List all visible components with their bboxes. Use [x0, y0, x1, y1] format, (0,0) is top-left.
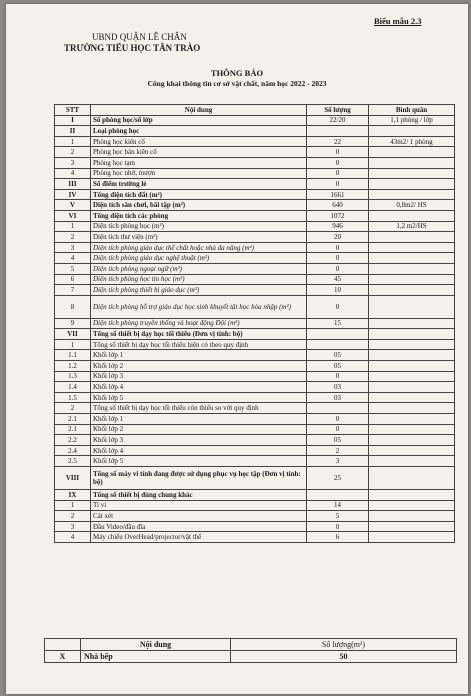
row-stt: VI — [55, 210, 91, 221]
row-content: Diện tích thư viện (m²) — [91, 232, 307, 243]
row-content: Diện tích phòng hỗ trợ giáo dục học sinh khuyết tật học hòa nhập (m²) — [91, 295, 307, 318]
row-stt: IV — [55, 189, 91, 200]
row-average: 1,1 phòng / lớp — [369, 115, 455, 126]
table-row — [55, 371, 455, 382]
row-quantity: 0 — [307, 253, 369, 264]
row-stt: 2 — [55, 403, 91, 414]
row-average — [369, 414, 455, 425]
table-row — [55, 179, 455, 190]
row-content: Khối lớp 2 — [91, 424, 307, 435]
table-row — [55, 414, 455, 425]
table-row — [55, 221, 455, 232]
row-stt: VII — [55, 329, 91, 340]
row-stt: 1.1 — [55, 350, 91, 361]
row-content: Diện tích phòng học tin học (m²) — [91, 274, 307, 285]
table-row — [55, 285, 455, 296]
table-row — [55, 210, 455, 221]
row-quantity: 0 — [307, 179, 369, 190]
row-quantity: 22/20 — [307, 115, 369, 126]
row-content: Khối lớp 3 — [91, 435, 307, 446]
col-header-qty: Số lượng — [307, 105, 369, 116]
table-row — [55, 435, 455, 446]
row-stt: 6 — [55, 274, 91, 285]
row-quantity — [307, 329, 369, 340]
row-content: Tổng diện tích các phòng — [91, 210, 307, 221]
row-stt: 1 — [55, 500, 91, 511]
row-quantity: 05 — [307, 350, 369, 361]
school-name: TRƯỜNG TIỂU HỌC TÂN TRÀO — [64, 43, 201, 53]
row-average — [369, 467, 455, 490]
row-content: Khối lớp 3 — [91, 371, 307, 382]
table2-header-stt — [45, 639, 81, 651]
row-quantity: 22 — [307, 136, 369, 147]
row-average — [369, 350, 455, 361]
row-average — [369, 295, 455, 318]
row-stt: 1 — [55, 339, 91, 350]
row-quantity: 1661 — [307, 189, 369, 200]
row-average — [369, 403, 455, 414]
row-quantity: 0 — [307, 521, 369, 532]
row-average — [369, 371, 455, 382]
row-content: Tổng số thiết bị dạy học tối thiểu còn thiếu so với quy định — [91, 403, 307, 414]
row-stt: 5 — [55, 263, 91, 274]
table-row — [55, 253, 455, 264]
row-quantity: 0 — [307, 147, 369, 158]
row-content: Phòng học bán kiên cố — [91, 147, 307, 158]
row-quantity: 0 — [307, 295, 369, 318]
table-row — [55, 467, 455, 490]
table-row — [55, 232, 455, 243]
row-stt: 3 — [55, 242, 91, 253]
row-content: Số phòng học/số lớp — [91, 115, 307, 126]
table-row — [55, 115, 455, 126]
row-quantity: 1072 — [307, 210, 369, 221]
row-average — [369, 168, 455, 179]
row-stt: 1.4 — [55, 382, 91, 393]
row-quantity: 03 — [307, 382, 369, 393]
row-stt: 3 — [55, 521, 91, 532]
row-quantity: 3 — [307, 456, 369, 467]
row-content: Diện tích sân chơi, bãi tập (m²) — [91, 200, 307, 211]
col-header-avg: Bình quân — [369, 105, 455, 116]
row-average — [369, 126, 455, 137]
row-stt: 8 — [55, 295, 91, 318]
row-quantity — [307, 403, 369, 414]
row-average — [369, 157, 455, 168]
row-stt: 1 — [55, 136, 91, 147]
row-quantity: 10 — [307, 285, 369, 296]
row-average — [369, 329, 455, 340]
row-content: Số điểm trường lẻ — [91, 179, 307, 190]
row-stt: 7 — [55, 285, 91, 296]
row-average — [369, 318, 455, 329]
row-content: Khối lớp 2 — [91, 361, 307, 372]
row-content: Diện tích phòng học (m²) — [91, 221, 307, 232]
row-content: Tổng số thiết bị dùng chung khác — [91, 490, 307, 501]
table-row — [55, 511, 455, 522]
row-quantity: 0 — [307, 242, 369, 253]
row-quantity: 946 — [307, 221, 369, 232]
row-content: Cát xét — [91, 511, 307, 522]
row-stt: 2.4 — [55, 445, 91, 456]
row-quantity: 05 — [307, 361, 369, 372]
table2-row — [45, 651, 457, 663]
row-average — [369, 179, 455, 190]
row-stt: 2.1 — [55, 414, 91, 425]
row-average — [369, 500, 455, 511]
row-average — [369, 361, 455, 372]
row-stt: III — [55, 179, 91, 190]
row-quantity: 25 — [307, 467, 369, 490]
table-row — [55, 403, 455, 414]
table-row — [55, 242, 455, 253]
table-row — [55, 136, 455, 147]
table-row — [55, 361, 455, 372]
row-average — [369, 382, 455, 393]
table-row — [55, 339, 455, 350]
row-content: Máy chiếu OverHead/projector/vật thể — [91, 532, 307, 543]
org-parent-name: UBND QUẬN LÊ CHÂN — [92, 32, 187, 42]
row-average — [369, 242, 455, 253]
row-quantity: 5 — [307, 511, 369, 522]
row-stt: V — [55, 200, 91, 211]
document-title: THÔNG BÁO — [210, 68, 264, 78]
row-content: Diện tích phòng giáo dục nghệ thuật (m²) — [91, 253, 307, 264]
row-content: Tổng diện tích đất (m²) — [91, 189, 307, 200]
row-stt: 1 — [55, 221, 91, 232]
row-average — [369, 232, 455, 243]
row-average: 43m2/ 1 phòng — [369, 136, 455, 147]
table2-row-stt: X — [45, 651, 81, 663]
table-row — [55, 200, 455, 211]
row-average — [369, 456, 455, 467]
row-quantity: 6 — [307, 532, 369, 543]
table-row — [55, 189, 455, 200]
table-row — [55, 382, 455, 393]
row-average — [369, 274, 455, 285]
row-content: Diện tích phòng ngoại ngữ (m²) — [91, 263, 307, 274]
table-row — [55, 274, 455, 285]
row-quantity — [307, 339, 369, 350]
row-stt: II — [55, 126, 91, 137]
table-header-row — [55, 105, 455, 116]
table-row — [55, 532, 455, 543]
row-average — [369, 445, 455, 456]
table-row — [55, 392, 455, 403]
row-stt: 2.5 — [55, 456, 91, 467]
row-average — [369, 285, 455, 296]
table-row — [55, 318, 455, 329]
row-quantity: 0 — [307, 414, 369, 425]
row-quantity: 0 — [307, 424, 369, 435]
row-stt: 2 — [55, 232, 91, 243]
row-quantity: 0 — [307, 371, 369, 382]
row-average: 1,2 m2/HS — [369, 221, 455, 232]
row-content: Tổng số máy vi tính đang được sử dụng phục vụ học tập (Đơn vị tính: bộ) — [91, 467, 307, 490]
row-content: Tổng số thiết bị dạy học tối thiểu (Đơn vị tính: bộ) — [91, 329, 307, 340]
row-stt: 1.5 — [55, 392, 91, 403]
table-row — [55, 490, 455, 501]
row-quantity: 14 — [307, 500, 369, 511]
row-average — [369, 521, 455, 532]
row-quantity: 0 — [307, 263, 369, 274]
row-quantity: 45 — [307, 274, 369, 285]
row-quantity: 03 — [307, 392, 369, 403]
table2-header-row — [45, 639, 457, 651]
table-row — [55, 263, 455, 274]
row-average — [369, 189, 455, 200]
row-quantity: 15 — [307, 318, 369, 329]
row-stt: 4 — [55, 168, 91, 179]
row-stt: 9 — [55, 318, 91, 329]
row-stt: VIII — [55, 467, 91, 490]
row-content: Khối lớp 1 — [91, 414, 307, 425]
form-number: Biểu mẫu 2.3 — [374, 16, 422, 26]
table2-row-qty: 50 — [231, 651, 457, 663]
row-content: Tổng số thiết bị dạy học tối thiểu hiện có theo quy định — [91, 339, 307, 350]
row-stt: 2.2 — [55, 435, 91, 446]
row-stt: 4 — [55, 532, 91, 543]
col-header-stt: STT — [55, 105, 91, 116]
row-quantity: 0 — [307, 168, 369, 179]
table2-header-content: Nội dung — [81, 639, 231, 651]
table-row — [55, 350, 455, 361]
row-quantity: 2 — [307, 445, 369, 456]
document-page — [6, 4, 468, 694]
row-stt: 2 — [55, 511, 91, 522]
table-row — [55, 445, 455, 456]
row-content: Diện tích phòng truyền thống và hoạt động Đội (m²) — [91, 318, 307, 329]
row-average — [369, 210, 455, 221]
row-stt: 3 — [55, 157, 91, 168]
row-content: Khối lớp 1 — [91, 350, 307, 361]
row-stt: I — [55, 115, 91, 126]
row-stt: 1.3 — [55, 371, 91, 382]
table2-header-qty: Số lượng(m²) — [231, 639, 457, 651]
row-average — [369, 424, 455, 435]
row-content: Khối lớp 4 — [91, 445, 307, 456]
table-row — [55, 295, 455, 318]
table2-row-content: Nhà bếp — [81, 651, 231, 663]
table-row — [55, 329, 455, 340]
row-average — [369, 511, 455, 522]
row-content: Khối lớp 5 — [91, 456, 307, 467]
row-content: Khối lớp 4 — [91, 382, 307, 393]
row-content: Ti vi — [91, 500, 307, 511]
col-header-content: Nội dung — [91, 105, 307, 116]
kitchen-table — [44, 638, 457, 663]
row-content: Phòng học nhờ, mượn — [91, 168, 307, 179]
table-row — [55, 157, 455, 168]
table-row — [55, 424, 455, 435]
table-row — [55, 147, 455, 158]
row-average — [369, 392, 455, 403]
row-quantity — [307, 490, 369, 501]
row-average — [369, 339, 455, 350]
row-content: Phòng học tạm — [91, 157, 307, 168]
document-subtitle: Công khai thông tin cơ sở vật chất, năm học 2022 - 2023 — [147, 79, 327, 88]
row-average — [369, 532, 455, 543]
row-quantity: 05 — [307, 435, 369, 446]
row-quantity — [307, 126, 369, 137]
row-average — [369, 147, 455, 158]
row-content: Đầu Video/đầu đĩa — [91, 521, 307, 532]
table-row — [55, 500, 455, 511]
row-quantity: 0 — [307, 157, 369, 168]
table-row — [55, 126, 455, 137]
row-stt: IX — [55, 490, 91, 501]
row-content: Phòng học kiên cố — [91, 136, 307, 147]
row-average — [369, 253, 455, 264]
table-row — [55, 456, 455, 467]
row-average — [369, 263, 455, 274]
row-quantity: 640 — [307, 200, 369, 211]
row-stt: 2 — [55, 147, 91, 158]
row-quantity: 20 — [307, 232, 369, 243]
row-content: Diện tích phòng giáo dục thể chất hoặc nhà đa năng (m²) — [91, 242, 307, 253]
row-average — [369, 435, 455, 446]
facilities-table — [54, 104, 455, 543]
row-average — [369, 490, 455, 501]
row-stt: 2.1 — [55, 424, 91, 435]
row-content: Loại phòng học — [91, 126, 307, 137]
row-content: Khối lớp 5 — [91, 392, 307, 403]
table-row — [55, 168, 455, 179]
row-stt: 1.2 — [55, 361, 91, 372]
row-content: Diện tích phòng thiết bị giáo dục (m²) — [91, 285, 307, 296]
table-row — [55, 521, 455, 532]
row-average: 0,8m2/ HS — [369, 200, 455, 211]
row-stt: 4 — [55, 253, 91, 264]
